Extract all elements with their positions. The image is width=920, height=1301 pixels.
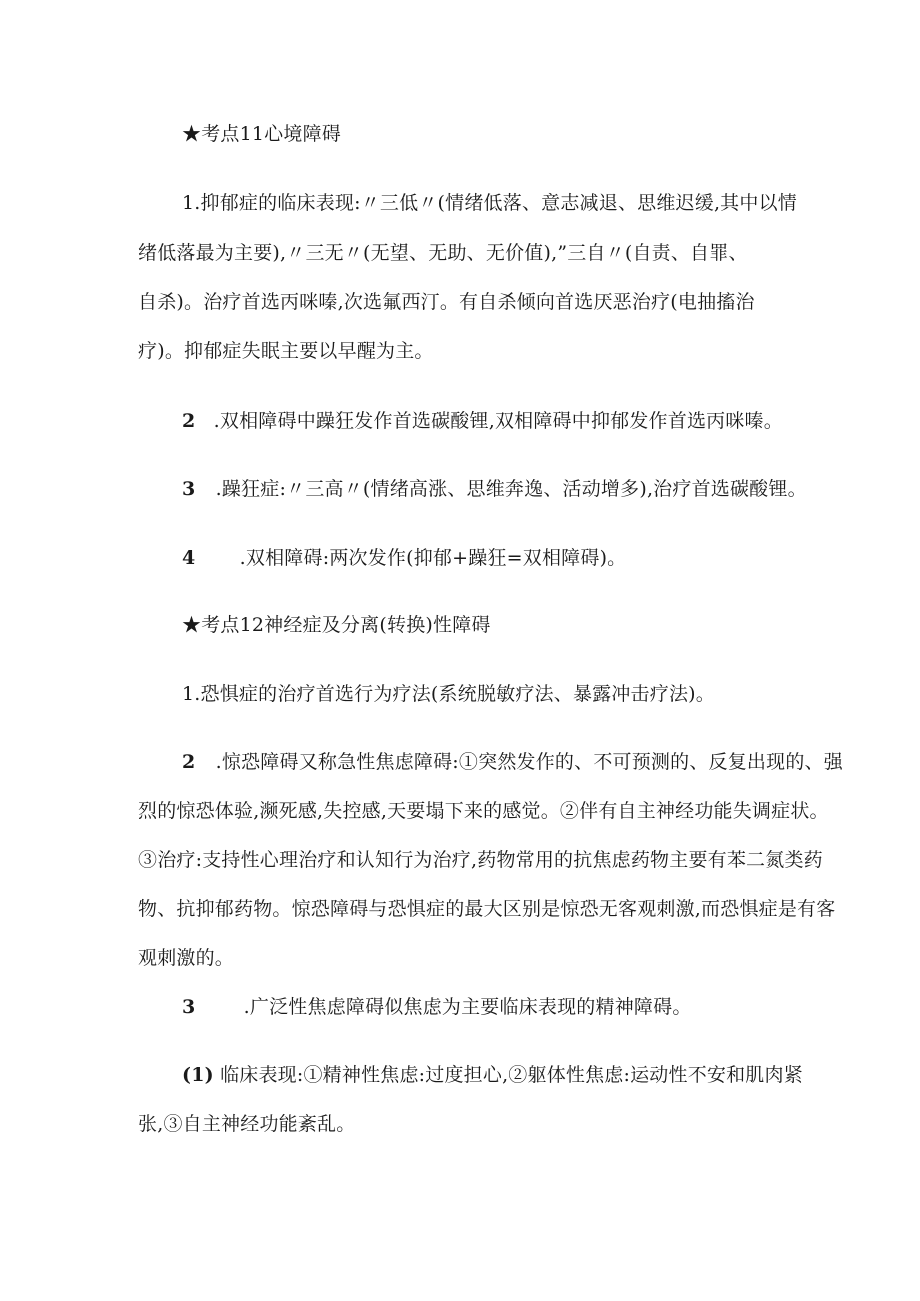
- paragraph-line: 1.抑郁症的临床表现:〃三低〃(情绪低落、意志减退、思维迟缓,其中以情: [182, 192, 797, 214]
- item-text: .躁狂症:〃三高〃(情绪高涨、思维奔逸、活动增多),治疗首选碳酸锂。: [215, 478, 807, 500]
- item-text: .惊恐障碍又称急性焦虑障碍:①突然发作的、不可预测的、反复出现的、强: [215, 751, 843, 773]
- item-text: 临床表现:①精神性焦虑:过度担心,②躯体性焦虑:运动性不安和肌肉紧: [220, 1064, 803, 1086]
- section-heading: ★考点11心境障碍: [182, 123, 341, 145]
- item-number: 3: [182, 996, 196, 1018]
- paragraph-line: 绪低落最为主要),〃三无〃(无望、无助、无价值),”三自〃(自责、自罪、: [138, 242, 748, 264]
- list-item: [182, 476, 807, 502]
- paragraph-line: ③治疗:支持性心理治疗和认知行为治疗,药物常用的抗焦虑药物主要有苯二氮类药: [138, 849, 823, 871]
- paragraph-line: 张,③自主神经功能紊乱。: [138, 1113, 356, 1135]
- paragraph-line: 疗)。抑郁症失眠主要以早醒为主。: [138, 340, 434, 362]
- paragraph-line: 物、抗抑郁药物。惊恐障碍与恐惧症的最大区别是惊恐无客观刺激,而恐惧症是有客: [138, 898, 836, 920]
- item-number: 2: [182, 751, 196, 773]
- list-item: [182, 1062, 803, 1088]
- item-number: (1): [182, 1064, 214, 1086]
- item-text: .广泛性焦虑障碍似焦虑为主要临床表现的精神障碍。: [243, 996, 692, 1018]
- section-heading: ★考点12神经症及分离(转换)性障碍: [182, 614, 491, 636]
- list-item: [182, 408, 783, 434]
- list-item: [182, 994, 692, 1020]
- item-number: 3: [182, 478, 196, 500]
- item-number: 2: [182, 410, 196, 432]
- item-text: .双相障碍:两次发作(抑郁+躁狂=双相障碍)。: [239, 547, 627, 569]
- list-item: [182, 545, 626, 571]
- item-text: .双相障碍中躁狂发作首选碳酸锂,双相障碍中抑郁发作首选丙咪嗪。: [213, 410, 783, 432]
- paragraph-line: 1.恐惧症的治疗首选行为疗法(系统脱敏疗法、暴露冲击疗法)。: [182, 683, 715, 705]
- paragraph-line: 烈的惊恐体验,濒死感,失控感,天要塌下来的感觉。②伴有自主神经功能失调症状。: [138, 800, 829, 822]
- list-item: [182, 749, 843, 775]
- item-number: 4: [182, 547, 196, 569]
- paragraph-line: 自杀)。治疗首选丙咪嗪,次选氟西汀。有自杀倾向首选厌恶治疗(电抽搐治: [138, 291, 755, 313]
- paragraph-line: 观刺激的。: [138, 947, 235, 969]
